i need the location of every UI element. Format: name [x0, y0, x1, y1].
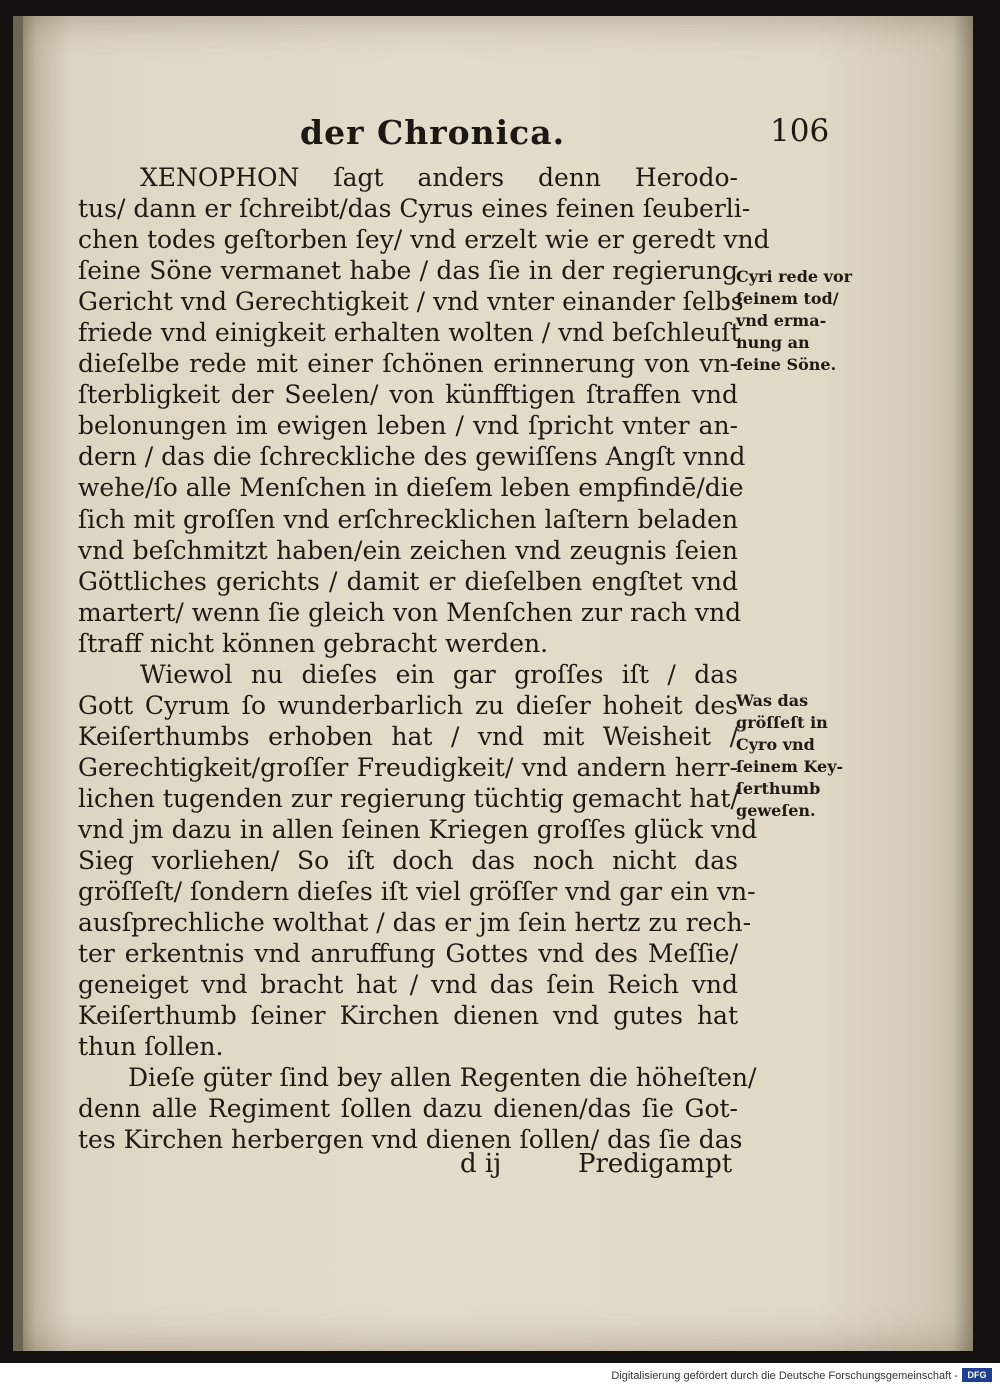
text-line: Gott Cyrum ſo wunderbarlich zu dieſer hoheit des [78, 690, 738, 720]
text-line: ſtraff nicht können gebracht werden. [78, 628, 549, 658]
text-line: Sieg vorliehen/ So iſt doch das noch nicht das [78, 846, 738, 876]
text-line: tus/ dann er ſchreibt/das Cyrus eines feinen ſeuberli- [78, 194, 751, 224]
margin-note-greatest [736, 690, 843, 822]
text-line: wehe/ſo alle Menſchen in dieſem leben empfindē/die [78, 473, 744, 503]
text-line: martert/ wenn ſie gleich von Menſchen zur rach vnd [78, 597, 742, 627]
text-line: vnd beſchmitzt haben/ein zeichen vnd zeugnis ſeien [78, 535, 738, 565]
margin-note-line: geweſen. [736, 801, 816, 820]
text-line: ſterbligkeit der Seelen/ von künfftigen ſtraffen vnd [78, 380, 738, 410]
text-line: Gerechtigkeit/groſſer Freudigkeit/ vnd andern herr- [78, 752, 738, 782]
text-line: geneiget vnd bracht hat / vnd das ſein Reich vnd [78, 970, 738, 1000]
text-line: friede vnd einigkeit erhalten wolten / vnd beſchleuſt [78, 318, 741, 348]
margin-note-line: ſeine Söne. [736, 355, 837, 374]
dfg-logo[interactable]: DFG [962, 1368, 992, 1382]
text-line: Keiſerthumb ſeiner Kirchen dienen vnd gutes hat [78, 1001, 738, 1031]
catchword: Predigampt [578, 1149, 733, 1179]
margin-note-cyrus-speech [736, 266, 852, 376]
text-line: chen todes geſtorben ſey/ vnd erzelt wie er geredt vnd [78, 225, 770, 255]
margin-note-line: nung an [736, 333, 810, 352]
funding-credit: Digitalisierung gefördert durch die Deutsche Forschungsgemeinschaft - [611, 1370, 958, 1382]
margin-note-line: Cyro vnd [736, 735, 815, 754]
page-gutter [13, 16, 23, 1351]
text-line: ter erkentnis vnd anruffung Gottes vnd des Meſſie/ [78, 939, 738, 969]
page-number: 106 [770, 113, 830, 149]
text-line: lichen tugenden zur regierung tüchtig gemacht hat/ [78, 783, 739, 813]
margin-note-line: vnd erma- [736, 311, 827, 330]
margin-note-line: ſerthumb [736, 779, 821, 798]
text-line: Göttliches gerichts / damit er dieſelben engſtet vnd [78, 566, 738, 596]
margin-note-line: gröſſeſt in [736, 713, 828, 732]
text-line: Keiſerthumbs erhoben hat / vnd mit Weisheit / [78, 721, 738, 751]
text-line: belonungen im ewigen leben / vnd ſpricht vnter an- [78, 411, 738, 441]
text-line: XENOPHON ſagt anders denn Herodo- [140, 163, 738, 192]
text-line: Gericht vnd Gerechtigkeit / vnd vnter einander ſelbs [78, 287, 744, 317]
running-title: der Chronica. [300, 113, 566, 152]
text-line: dern / das die ſchreckliche des gewiſſens Angſt vnnd [78, 442, 746, 472]
text-line: denn alle Regiment ſollen dazu dienen/das ſie Got- [78, 1094, 738, 1124]
signature-mark: d ij [460, 1149, 502, 1179]
text-line: ſeine Söne vermanet habe / das ſie in der regierung [78, 256, 738, 286]
margin-note-line: ſeinem tod/ [736, 289, 839, 308]
text-line: Dieſe güter ſind bey allen Regenten die höheſten/ [128, 1063, 757, 1093]
text-line: dieſelbe rede mit einer ſchönen erinnerung von vn- [78, 349, 738, 379]
text-line: ausſprechliche wolthat / das er jm ſein hertz zu rech- [78, 908, 752, 938]
margin-note-line: Was das [736, 691, 809, 710]
text-line: vnd jm dazu in allen ſeinen Kriegen groſſes glück vnd [78, 814, 758, 844]
text-line: Wiewol nu dieſes ein gar groſſes iſt / das [140, 659, 738, 689]
margin-note-line: ſeinem Key- [736, 757, 844, 776]
body-text [78, 162, 770, 1156]
footer-bar [0, 1363, 1000, 1390]
text-line: gröſſeſt/ ſondern dieſes iſt viel gröſſer vnd gar ein vn- [78, 877, 756, 907]
text-line: thun ſollen. [78, 1032, 224, 1062]
text-line: ſich mit groſſen vnd erſchrecklichen laſtern beladen [78, 504, 739, 534]
margin-note-line: Cyri rede vor [736, 267, 853, 286]
text-line: tes Kirchen herbergen vnd dienen ſollen/ das ſie das [78, 1125, 743, 1155]
